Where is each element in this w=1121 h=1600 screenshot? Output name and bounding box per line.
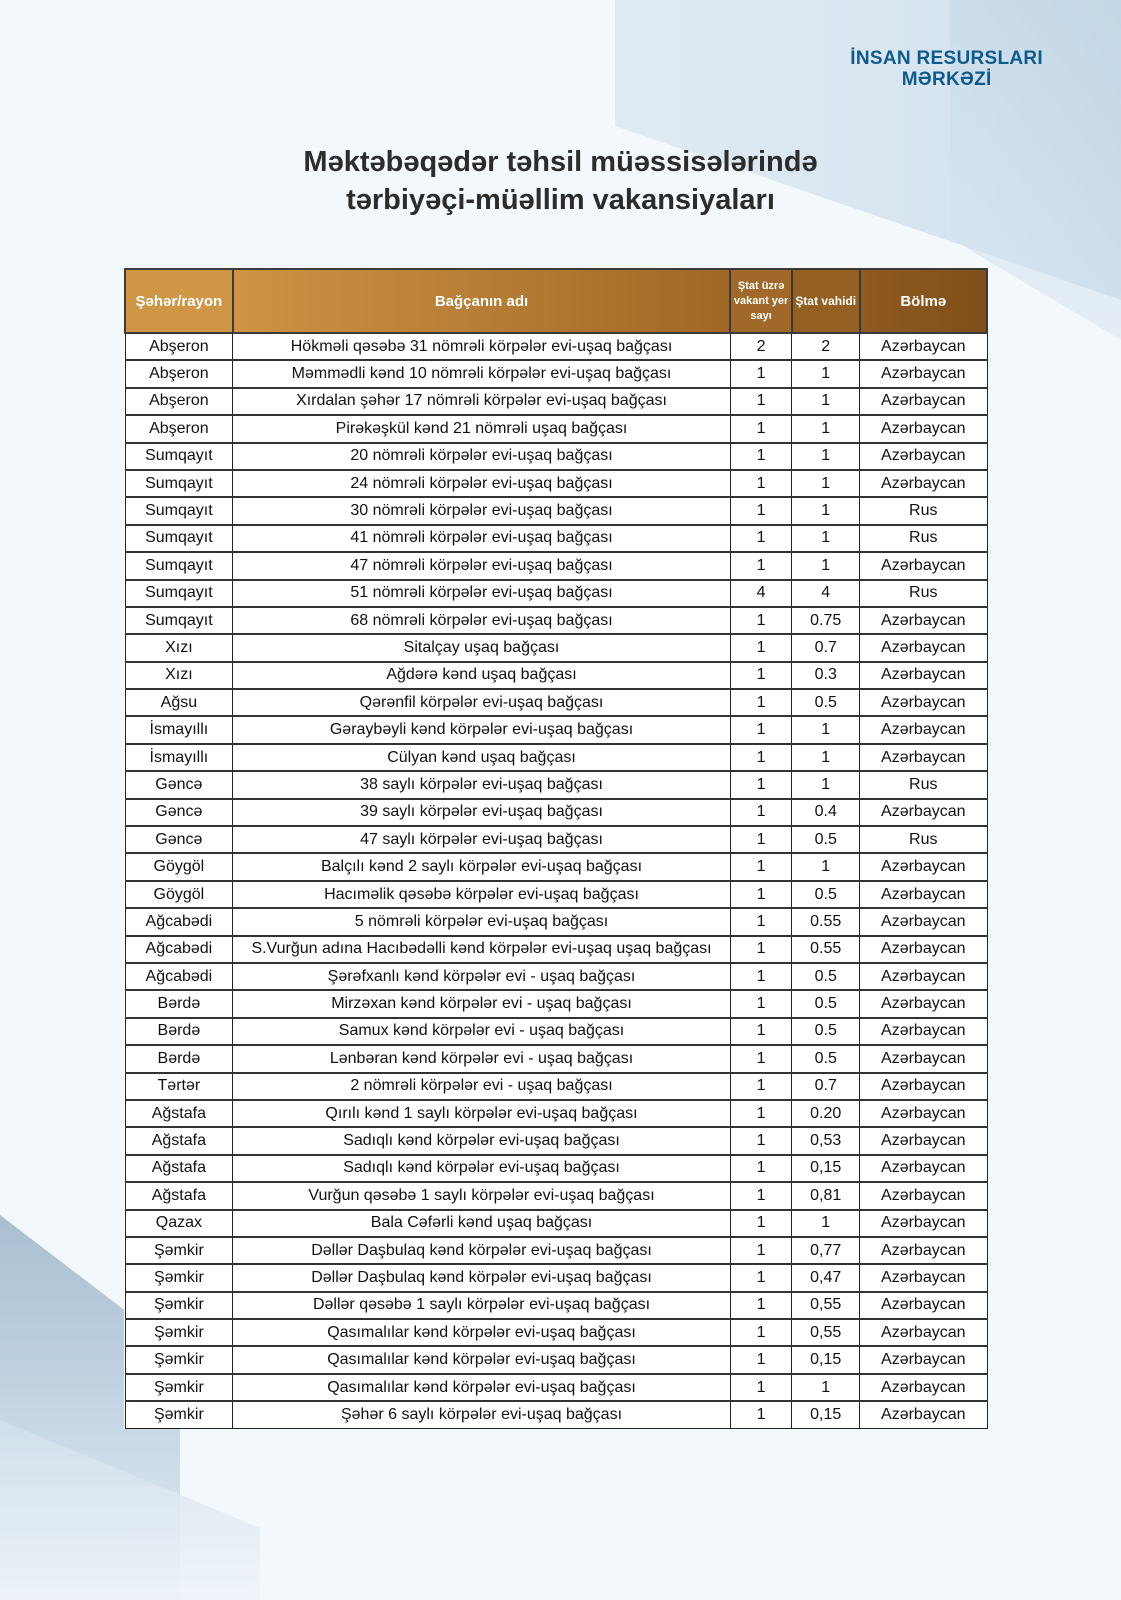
table-row (125, 963, 987, 990)
cell-section: Azərbaycan (860, 1374, 987, 1401)
cell-city: Sumqayıt (125, 497, 233, 524)
cell-city: Abşeron (125, 333, 233, 360)
cell-vacancies: 1 (730, 388, 792, 415)
cell-name: Ağdərə kənd uşaq bağçası (233, 662, 731, 689)
cell-vacancies: 1 (730, 990, 792, 1017)
cell-name: Sadıqlı kənd körpələr evi-uşaq bağçası (233, 1155, 731, 1182)
cell-section: Azərbaycan (860, 1264, 987, 1291)
table-row (125, 1210, 987, 1237)
cell-name: Sitalçay uşaq bağçası (233, 634, 731, 661)
table-row (125, 799, 987, 826)
cell-section: Azərbaycan (860, 744, 987, 771)
cell-section: Azərbaycan (860, 1346, 987, 1373)
cell-section: Azərbaycan (860, 1401, 987, 1428)
cell-name: 47 saylı körpələr evi-uşaq bağçası (233, 826, 731, 853)
cell-city: Şəmkir (125, 1346, 233, 1373)
table-row (125, 908, 987, 935)
cell-city: Xızı (125, 634, 233, 661)
cell-vacancies: 1 (730, 1127, 792, 1154)
cell-section: Azərbaycan (860, 1292, 987, 1319)
cell-vacancies: 1 (730, 1401, 792, 1428)
cell-unit: 0.4 (792, 799, 860, 826)
cell-vacancies: 1 (730, 1346, 792, 1373)
cell-name: 51 nömrəli körpələr evi-uşaq bağçası (233, 580, 731, 607)
cell-vacancies: 1 (730, 963, 792, 990)
cell-unit: 0,15 (792, 1155, 860, 1182)
table-row (125, 1237, 987, 1264)
cell-section: Azərbaycan (860, 360, 987, 387)
cell-vacancies: 1 (730, 1237, 792, 1264)
cell-unit: 0,55 (792, 1292, 860, 1319)
cell-vacancies: 1 (730, 607, 792, 634)
table-row (125, 607, 987, 634)
cell-unit: 0.5 (792, 881, 860, 908)
cell-unit: 1 (792, 1210, 860, 1237)
cell-city: Sumqayıt (125, 607, 233, 634)
cell-section: Azərbaycan (860, 881, 987, 908)
table-row (125, 552, 987, 579)
cell-city: Ağcabədi (125, 936, 233, 963)
cell-section: Azərbaycan (860, 990, 987, 1017)
cell-unit: 0.5 (792, 1045, 860, 1072)
cell-vacancies: 1 (730, 497, 792, 524)
table-row (125, 689, 987, 716)
cell-city: Ağstafa (125, 1127, 233, 1154)
cell-name: Qasımalılar kənd körpələr evi-uşaq bağçası (233, 1346, 731, 1373)
column-header-unit: Ştat vahidi (792, 269, 860, 333)
cell-city: Göygöl (125, 881, 233, 908)
cell-unit: 0,15 (792, 1401, 860, 1428)
title-line2: tərbiyəçi-müəllim vakansiyaları (346, 184, 775, 216)
cell-name: Mirzəxan kənd körpələr evi - uşaq bağçası (233, 990, 731, 1017)
org-name-line2: MƏRKƏZİ (901, 69, 992, 90)
table-row (125, 415, 987, 442)
cell-vacancies: 4 (730, 580, 792, 607)
cell-name: Qasımalılar kənd körpələr evi-uşaq bağçası (233, 1374, 731, 1401)
cell-city: Şəmkir (125, 1401, 233, 1428)
cell-section: Azərbaycan (860, 634, 987, 661)
cell-city: Abşeron (125, 415, 233, 442)
cell-city: Şəmkir (125, 1264, 233, 1291)
cell-unit: 1 (792, 415, 860, 442)
cell-unit: 1 (792, 1374, 860, 1401)
cell-name: 20 nömrəli körpələr evi-uşaq bağçası (233, 443, 731, 470)
cell-vacancies: 1 (730, 470, 792, 497)
cell-name: Balçılı kənd 2 saylı körpələr evi-uşaq bağçası (233, 853, 731, 880)
table-row (125, 1264, 987, 1291)
page-title (0, 143, 1121, 219)
cell-vacancies: 1 (730, 771, 792, 798)
cell-vacancies: 1 (730, 1264, 792, 1291)
cell-city: Göygöl (125, 853, 233, 880)
cell-unit: 0.5 (792, 963, 860, 990)
cell-vacancies: 1 (730, 1292, 792, 1319)
cell-city: Ağstafa (125, 1182, 233, 1209)
cell-name: Xırdalan şəhər 17 nömrəli körpələr evi-uşaq bağçası (233, 388, 731, 415)
cell-section: Azərbaycan (860, 1045, 987, 1072)
table-row (125, 716, 987, 743)
cell-section: Azərbaycan (860, 470, 987, 497)
cell-name: 2 nömrəli körpələr evi - uşaq bağçası (233, 1073, 731, 1100)
cell-vacancies: 1 (730, 552, 792, 579)
cell-unit: 1 (792, 771, 860, 798)
table-row (125, 580, 987, 607)
table-row (125, 1319, 987, 1346)
column-header-city: Şəhər/rayon (125, 269, 233, 333)
cell-name: 5 nömrəli körpələr evi-uşaq bağçası (233, 908, 731, 935)
cell-city: Ağstafa (125, 1100, 233, 1127)
cell-city: Bərdə (125, 990, 233, 1017)
table-row (125, 497, 987, 524)
cell-unit: 0.55 (792, 936, 860, 963)
cell-unit: 0,53 (792, 1127, 860, 1154)
cell-name: Pirəkəşkül kənd 21 nömrəli uşaq bağçası (233, 415, 731, 442)
cell-vacancies: 1 (730, 744, 792, 771)
cell-section: Azərbaycan (860, 689, 987, 716)
table-row (125, 1018, 987, 1045)
cell-section: Azərbaycan (860, 1155, 987, 1182)
cell-section: Azərbaycan (860, 716, 987, 743)
table-row (125, 333, 987, 360)
cell-name: Şərəfxanlı kənd körpələr evi - uşaq bağçası (233, 963, 731, 990)
cell-name: Bala Cəfərli kənd uşaq bağçası (233, 1210, 731, 1237)
cell-unit: 1 (792, 744, 860, 771)
cell-city: Şəmkir (125, 1237, 233, 1264)
cell-section: Azərbaycan (860, 1073, 987, 1100)
cell-unit: 0.5 (792, 1018, 860, 1045)
cell-section: Rus (860, 580, 987, 607)
cell-unit: 0.5 (792, 826, 860, 853)
cell-vacancies: 1 (730, 1210, 792, 1237)
cell-unit: 0.3 (792, 662, 860, 689)
table-row (125, 990, 987, 1017)
cell-unit: 2 (792, 333, 860, 360)
cell-vacancies: 1 (730, 1155, 792, 1182)
cell-name: Hökməli qəsəbə 31 nömrəli körpələr evi-uşaq bağçası (233, 333, 731, 360)
cell-vacancies: 1 (730, 1045, 792, 1072)
cell-section: Azərbaycan (860, 1319, 987, 1346)
cell-city: Şəmkir (125, 1374, 233, 1401)
cell-city: Tərtər (125, 1073, 233, 1100)
org-name-line1: İNSAN RESURSLARI (850, 48, 1043, 69)
table-row (125, 662, 987, 689)
cell-section: Azərbaycan (860, 963, 987, 990)
cell-unit: 0,47 (792, 1264, 860, 1291)
table-row (125, 936, 987, 963)
cell-vacancies: 1 (730, 936, 792, 963)
table-row (125, 1073, 987, 1100)
cell-section: Azərbaycan (860, 1018, 987, 1045)
cell-section: Azərbaycan (860, 1210, 987, 1237)
cell-section: Azərbaycan (860, 853, 987, 880)
table-row (125, 826, 987, 853)
cell-name: Samux kənd körpələr evi - uşaq bağçası (233, 1018, 731, 1045)
cell-unit: 1 (792, 716, 860, 743)
cell-city: Ağsu (125, 689, 233, 716)
cell-city: Abşeron (125, 388, 233, 415)
table-body (125, 333, 987, 1428)
cell-city: Abşeron (125, 360, 233, 387)
cell-name: Dəllər Daşbulaq kənd körpələr evi-uşaq bağçası (233, 1237, 731, 1264)
column-header-vacancies: Ştat üzrə vakant yer sayı (730, 269, 792, 333)
cell-city: Şəmkir (125, 1319, 233, 1346)
cell-section: Azərbaycan (860, 662, 987, 689)
table-row (125, 1292, 987, 1319)
cell-unit: 0.55 (792, 908, 860, 935)
cell-section: Azərbaycan (860, 1127, 987, 1154)
table-row (125, 443, 987, 470)
cell-name: 30 nömrəli körpələr evi-uşaq bağçası (233, 497, 731, 524)
cell-section: Azərbaycan (860, 1100, 987, 1127)
cell-section: Azərbaycan (860, 936, 987, 963)
cell-name: Məmmədli kənd 10 nömrəli körpələr evi-uşaq bağçası (233, 360, 731, 387)
column-header-section: Bölmə (860, 269, 987, 333)
cell-city: Sumqayıt (125, 470, 233, 497)
table-row (125, 360, 987, 387)
cell-city: Gəncə (125, 799, 233, 826)
table-row (125, 1401, 987, 1428)
cell-city: Sumqayıt (125, 580, 233, 607)
cell-vacancies: 1 (730, 881, 792, 908)
cell-section: Azərbaycan (860, 1237, 987, 1264)
cell-vacancies: 1 (730, 1100, 792, 1127)
cell-section: Rus (860, 826, 987, 853)
cell-city: Xızı (125, 662, 233, 689)
cell-unit: 0,15 (792, 1346, 860, 1373)
cell-name: Vurğun qəsəbə 1 saylı körpələr evi-uşaq bağçası (233, 1182, 731, 1209)
cell-name: Gəraybəyli kənd körpələr evi-uşaq bağçası (233, 716, 731, 743)
cell-name: Lənbəran kənd körpələr evi - uşaq bağçası (233, 1045, 731, 1072)
cell-unit: 0.7 (792, 634, 860, 661)
cell-unit: 4 (792, 580, 860, 607)
cell-name: Şəhər 6 saylı körpələr evi-uşaq bağçası (233, 1401, 731, 1428)
cell-unit: 0.5 (792, 689, 860, 716)
cell-unit: 0,77 (792, 1237, 860, 1264)
table-row (125, 634, 987, 661)
cell-vacancies: 1 (730, 716, 792, 743)
table-row (125, 525, 987, 552)
cell-section: Azərbaycan (860, 1182, 987, 1209)
table-row (125, 1100, 987, 1127)
cell-city: İsmayıllı (125, 716, 233, 743)
cell-section: Azərbaycan (860, 799, 987, 826)
table-row (125, 1127, 987, 1154)
cell-name: Qasımalılar kənd körpələr evi-uşaq bağçası (233, 1319, 731, 1346)
cell-unit: 1 (792, 853, 860, 880)
cell-vacancies: 1 (730, 853, 792, 880)
cell-name: 47 nömrəli körpələr evi-uşaq bağçası (233, 552, 731, 579)
table-header-row (125, 269, 987, 333)
cell-section: Azərbaycan (860, 552, 987, 579)
cell-unit: 0,55 (792, 1319, 860, 1346)
cell-vacancies: 1 (730, 1018, 792, 1045)
table-row (125, 771, 987, 798)
cell-section: Rus (860, 497, 987, 524)
cell-vacancies: 1 (730, 689, 792, 716)
cell-section: Rus (860, 525, 987, 552)
table-row (125, 1182, 987, 1209)
table-row (125, 853, 987, 880)
table-row (125, 744, 987, 771)
cell-vacancies: 1 (730, 1374, 792, 1401)
table-row (125, 1155, 987, 1182)
cell-unit: 0.75 (792, 607, 860, 634)
cell-name: Cülyan kənd uşaq bağçası (233, 744, 731, 771)
cell-section: Azərbaycan (860, 443, 987, 470)
cell-vacancies: 1 (730, 1073, 792, 1100)
cell-vacancies: 1 (730, 415, 792, 442)
cell-vacancies: 1 (730, 443, 792, 470)
cell-name: Hacıməlik qəsəbə körpələr evi-uşaq bağçası (233, 881, 731, 908)
cell-section: Azərbaycan (860, 607, 987, 634)
cell-vacancies: 1 (730, 662, 792, 689)
cell-vacancies: 1 (730, 1319, 792, 1346)
cell-name: 39 saylı körpələr evi-uşaq bağçası (233, 799, 731, 826)
cell-unit: 0,81 (792, 1182, 860, 1209)
cell-city: Ağcabədi (125, 908, 233, 935)
cell-section: Rus (860, 771, 987, 798)
cell-vacancies: 1 (730, 360, 792, 387)
table-row (125, 1346, 987, 1373)
cell-city: Qazax (125, 1210, 233, 1237)
table-row (125, 1045, 987, 1072)
column-header-name: Bağçanın adı (233, 269, 731, 333)
cell-city: Sumqayıt (125, 552, 233, 579)
cell-name: 38 saylı körpələr evi-uşaq bağçası (233, 771, 731, 798)
cell-vacancies: 1 (730, 525, 792, 552)
cell-city: Bərdə (125, 1045, 233, 1072)
title-line1: Məktəbəqədər təhsil müəssisələrində (303, 146, 818, 178)
cell-name: Qırılı kənd 1 saylı körpələr evi-uşaq bağçası (233, 1100, 731, 1127)
cell-vacancies: 1 (730, 826, 792, 853)
cell-section: Azərbaycan (860, 333, 987, 360)
cell-name: Qərənfil körpələr evi-uşaq bağçası (233, 689, 731, 716)
cell-unit: 1 (792, 525, 860, 552)
cell-unit: 1 (792, 470, 860, 497)
cell-section: Azərbaycan (860, 388, 987, 415)
cell-name: Dəllər qəsəbə 1 saylı körpələr evi-uşaq bağçası (233, 1292, 731, 1319)
cell-city: Gəncə (125, 771, 233, 798)
cell-city: Sumqayıt (125, 525, 233, 552)
cell-city: Ağcabədi (125, 963, 233, 990)
cell-name: 24 nömrəli körpələr evi-uşaq bağçası (233, 470, 731, 497)
cell-name: 68 nömrəli körpələr evi-uşaq bağçası (233, 607, 731, 634)
cell-unit: 0.20 (792, 1100, 860, 1127)
cell-city: Bərdə (125, 1018, 233, 1045)
table-row (125, 388, 987, 415)
cell-unit: 1 (792, 388, 860, 415)
cell-city: İsmayıllı (125, 744, 233, 771)
cell-city: Sumqayıt (125, 443, 233, 470)
cell-name: S.Vurğun adına Hacıbədəlli kənd körpələr evi-uşaq uşaq bağçası (233, 936, 731, 963)
table-row (125, 881, 987, 908)
org-logo (850, 48, 1043, 90)
cell-unit: 1 (792, 552, 860, 579)
vacancies-table (124, 268, 988, 1429)
cell-name: Dəllər Daşbulaq kənd körpələr evi-uşaq bağçası (233, 1264, 731, 1291)
table-row (125, 470, 987, 497)
table-row (125, 1374, 987, 1401)
cell-section: Azərbaycan (860, 908, 987, 935)
cell-city: Ağstafa (125, 1155, 233, 1182)
cell-unit: 1 (792, 443, 860, 470)
cell-city: Gəncə (125, 826, 233, 853)
cell-vacancies: 1 (730, 908, 792, 935)
cell-unit: 1 (792, 360, 860, 387)
cell-unit: 0.7 (792, 1073, 860, 1100)
cell-unit: 0.5 (792, 990, 860, 1017)
cell-vacancies: 1 (730, 634, 792, 661)
cell-city: Şəmkir (125, 1292, 233, 1319)
cell-vacancies: 1 (730, 1182, 792, 1209)
cell-section: Azərbaycan (860, 415, 987, 442)
cell-name: Sadıqlı kənd körpələr evi-uşaq bağçası (233, 1127, 731, 1154)
cell-name: 41 nömrəli körpələr evi-uşaq bağçası (233, 525, 731, 552)
cell-vacancies: 1 (730, 799, 792, 826)
cell-vacancies: 2 (730, 333, 792, 360)
cell-unit: 1 (792, 497, 860, 524)
